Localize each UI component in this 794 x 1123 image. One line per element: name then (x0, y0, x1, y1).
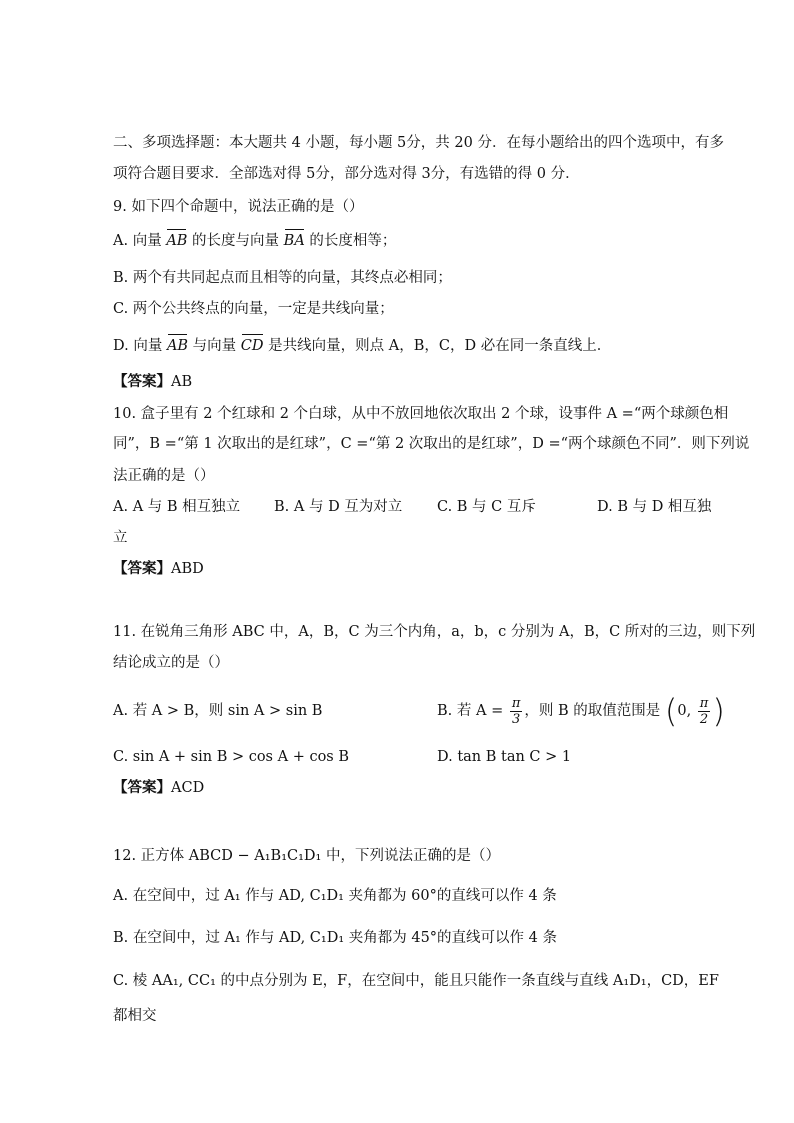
q11-b-prefix: B. 若 A = (437, 703, 508, 719)
vector-cd: CD (240, 338, 264, 354)
q11-option-c: C. sin A + sin B > cos A + cos B (113, 749, 350, 765)
q9-d-prefix: D. 向量 (113, 338, 167, 354)
q11-answer (113, 778, 204, 798)
q11-option-a: A. 若 A > B，则 sin A > sin B (113, 703, 323, 719)
section-header-line-2: 项符合题目要求．全部选对得 5分，部分选对得 3分，有选错的得 0 分． (113, 166, 580, 182)
fraction-numerator: π (699, 695, 709, 711)
vector-ab: AB (166, 233, 188, 249)
q12-option-b: B. 在空间中，过 A₁ 作与 AD, C₁D₁ 夹角都为 45°的直线可以作 4 条 (113, 930, 557, 946)
range-left: 0, (677, 703, 696, 719)
q12-option-c-wrap: 都相交 (113, 1008, 157, 1024)
vector-ba: BA (283, 233, 305, 249)
q12-stem: 12. 正方体 ABCD − A₁B₁C₁D₁ 中，下列说法正确的是（） (113, 848, 500, 864)
right-paren: ) (712, 692, 725, 730)
q9-option-d (113, 336, 611, 356)
answer-value: ACD (171, 780, 205, 796)
q9-option-c: C. 两个公共终点的向量，一定是共线向量； (113, 301, 394, 317)
q9-option-b: B. 两个有共同起点而且相等的向量，其终点必相同； (113, 270, 452, 286)
q10-option-d-wrap: 立 (113, 530, 128, 546)
q9-option-a (113, 231, 396, 251)
q9-d-mid: 与向量 (188, 338, 241, 354)
q9-a-suffix: 的长度相等； (304, 233, 397, 249)
q10-stem-line-1: 10. 盒子里有 2 个红球和 2 个白球，从中不放回地依次取出 2 个球，设事件 A =“两个球颜色相 (113, 406, 729, 422)
answer-tag: 【答案】 (113, 373, 171, 390)
answer-value: AB (171, 374, 193, 390)
q11-stem-line-2: 结论成立的是（） (113, 655, 229, 671)
q11-option-d: D. tan B tan C > 1 (437, 749, 572, 765)
q10-option-a: A. A 与 B 相互独立 (113, 499, 241, 515)
answer-value: ABD (171, 561, 204, 577)
answer-tag: 【答案】 (113, 779, 171, 796)
q9-stem: 9. 如下四个命题中，说法正确的是（） (113, 199, 364, 215)
fraction-pi-over-3 (510, 696, 523, 727)
q9-a-prefix: A. 向量 (113, 233, 167, 249)
fraction-numerator: π (511, 695, 521, 711)
q10-stem-line-2: 同”，B =“第 1 次取出的是红球”，C =“第 2 次取出的是红球”，D =“两个球颜色不同”．则下列说 (113, 436, 750, 452)
q9-answer (113, 372, 192, 392)
q9-d-suffix: 是共线向量，则点 A，B，C，D 必在同一条直线上． (263, 338, 612, 354)
q10-option-c: C. B 与 C 互斥 (437, 499, 536, 515)
fraction-denominator: 3 (511, 711, 521, 727)
vector-ab-2: AB (166, 338, 189, 354)
left-paren: ( (664, 692, 678, 730)
q10-option-b: B. A 与 D 互为对立 (274, 499, 403, 515)
q10-stem-line-3: 法正确的是（） (113, 468, 215, 484)
q11-stem-line-1: 11. 在锐角三角形 ABC 中，A，B，C 为三个内角，a，b，c 分别为 A，B，C 所对的三边，则下列 (113, 624, 756, 640)
section-header-line-1: 二、多项选择题：本大题共 4 小题，每小题 5分，共 20 分．在每小题给出的四个选项中，有多 (113, 135, 724, 151)
q10-option-d: D. B 与 D 相互独 (597, 499, 712, 515)
q10-answer (113, 559, 204, 579)
fraction-denominator: 2 (699, 711, 709, 727)
answer-tag: 【答案】 (113, 560, 171, 577)
fraction-pi-over-2 (698, 696, 711, 727)
q12-option-a: A. 在空间中，过 A₁ 作与 AD, C₁D₁ 夹角都为 60°的直线可以作 4 条 (113, 888, 557, 904)
q11-option-b (437, 689, 725, 733)
q11-b-mid: ，则 B 的取值范围是 (524, 703, 665, 719)
q12-option-c: C. 棱 AA₁, CC₁ 的中点分别为 E，F，在空间中，能且只能作一条直线与直线 A₁D₁，CD，EF (113, 973, 719, 989)
q9-a-mid: 的长度与向量 (187, 233, 284, 249)
